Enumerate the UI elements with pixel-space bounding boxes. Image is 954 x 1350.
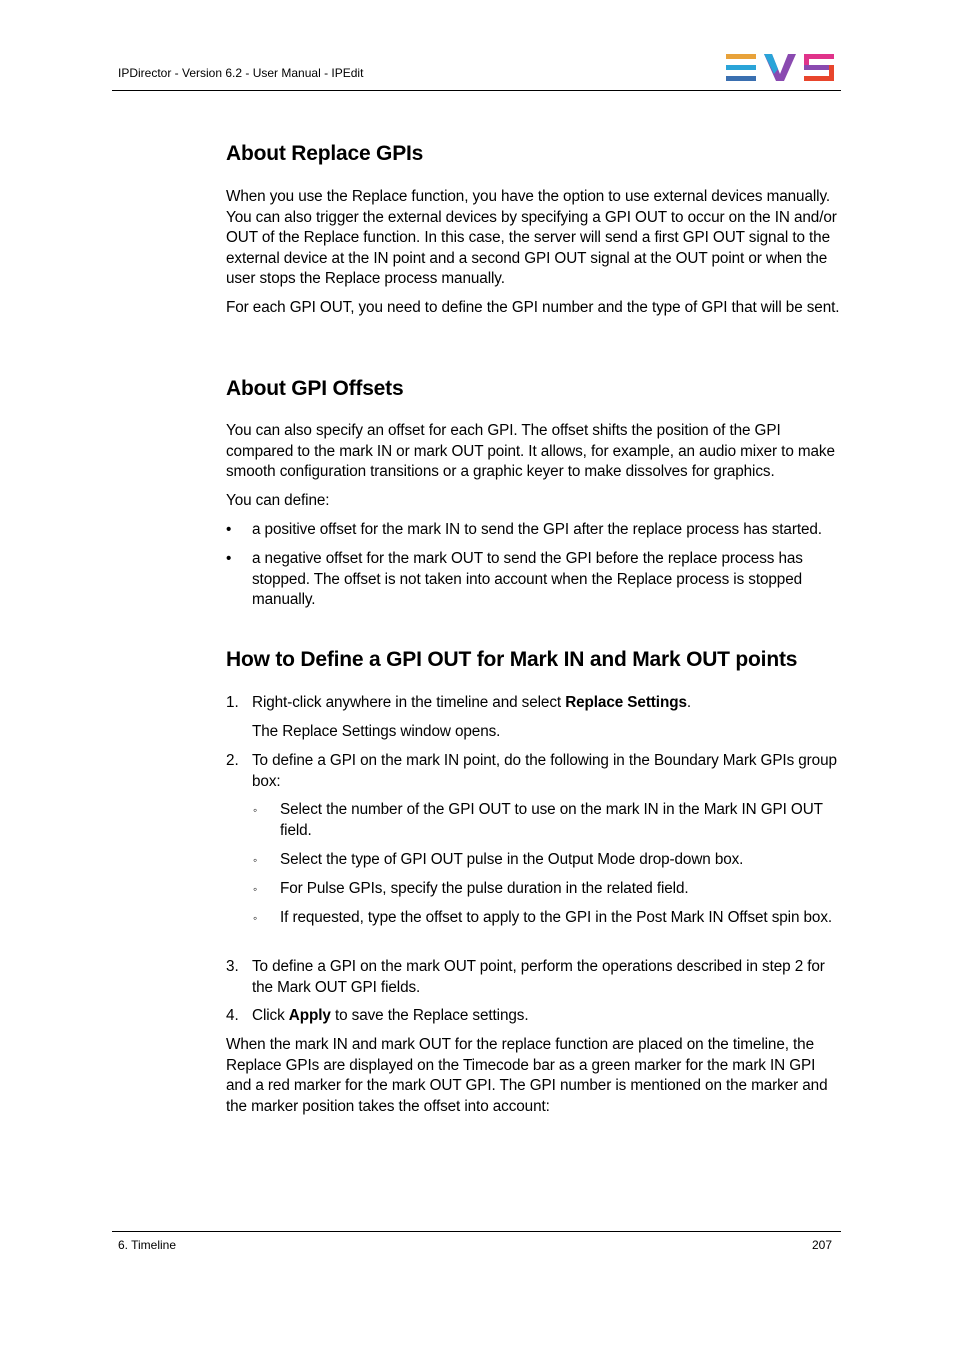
heading-about-replace-gpis: About Replace GPIs	[226, 142, 424, 165]
bullet-marker: •	[226, 521, 232, 538]
header-divider	[112, 90, 841, 91]
footer-chapter: 6. Timeline	[118, 1238, 177, 1252]
substep-3: For Pulse GPIs, specify the pulse duration in the related field.	[280, 880, 689, 897]
step-1-text: Right-click anywhere in the timeline and select	[252, 694, 566, 711]
step-1-result: The Replace Settings window opens.	[252, 723, 501, 740]
gpi-offsets-paragraph-1: You can also specify an offset for each GPI. The offset shifts the position of the GPI compared to the mark IN or mark OUT point. It allows, for example, an audio mixer to make smooth configuration transitions or a graphic keyer to make dissolves for graphics.	[226, 422, 835, 480]
step-4	[252, 1006, 841, 1027]
sub-bullet-marker: ◦	[253, 882, 258, 896]
substep-4: If requested, type the offset to apply to the GPI in the Post Mark IN Offset spin box.	[280, 909, 833, 926]
step-3: To define a GPI on the mark OUT point, perform the operations described in step 2 for the Mark OUT GPI fields.	[252, 958, 825, 996]
step-number: 1.	[226, 694, 239, 711]
step-number: 3.	[226, 958, 239, 975]
sub-bullet-marker: ◦	[253, 803, 258, 817]
step-2: To define a GPI on the mark IN point, do the following in the Boundary Mark GPIs group box:	[252, 752, 837, 790]
heading-about-gpi-offsets: About GPI Offsets	[226, 377, 404, 400]
offset-bullet-2: a negative offset for the mark OUT to send the GPI before the replace process has stopped. The offset is not taken into account when the Replace process is stopped manually.	[252, 550, 803, 608]
offset-bullet-1: a positive offset for the mark IN to send the GPI after the replace process has started.	[252, 521, 822, 538]
sub-bullet-marker: ◦	[253, 853, 258, 867]
header-title: IPDirector - Version 6.2 - User Manual - IPEdit	[118, 66, 364, 80]
step-1	[252, 693, 841, 714]
closing-paragraph: When the mark IN and mark OUT for the replace function are placed on the timeline, the Replace GPIs are displayed on the Timecode bar as a green marker for the mark IN GPI and a red marker for the mark OUT GPI. The GPI number is mentioned on the marker and the marker position takes the offset into account:	[226, 1036, 828, 1115]
footer-divider	[112, 1231, 841, 1232]
footer-page-number: 207	[812, 1238, 833, 1252]
replace-gpis-paragraph-1: When you use the Replace function, you have the option to use external devices manually. You can also trigger the external devices by specifying a GPI OUT to occur on the IN and/or OUT of the Replace function. In this case, the server will send a first GPI OUT signal to the external device at the IN point and a second GPI OUT signal at the OUT point or when the user stops the Replace process manually.	[226, 188, 837, 287]
step-4-end: to save the Replace settings.	[330, 1007, 529, 1024]
replace-settings-label: Replace Settings	[565, 694, 687, 711]
substep-2: Select the type of GPI OUT pulse in the Output Mode drop-down box.	[280, 851, 744, 868]
step-4-text: Click	[252, 1007, 289, 1024]
bullet-marker: •	[226, 550, 232, 567]
step-number: 4.	[226, 1007, 239, 1024]
apply-label: Apply	[288, 1007, 331, 1024]
step-number: 2.	[226, 752, 239, 769]
replace-gpis-paragraph-2: For each GPI OUT, you need to define the GPI number and the type of GPI that will be sent.	[226, 299, 840, 316]
heading-how-to-define-gpi-out: How to Define a GPI OUT for Mark IN and Mark OUT points	[226, 648, 798, 671]
gpi-offsets-paragraph-2: You can define:	[226, 492, 330, 509]
substep-1: Select the number of the GPI OUT to use on the mark IN in the Mark IN GPI OUT field.	[280, 801, 823, 839]
evs-logo	[726, 54, 834, 81]
sub-bullet-marker: ◦	[253, 911, 258, 925]
step-1-end: .	[686, 694, 692, 711]
